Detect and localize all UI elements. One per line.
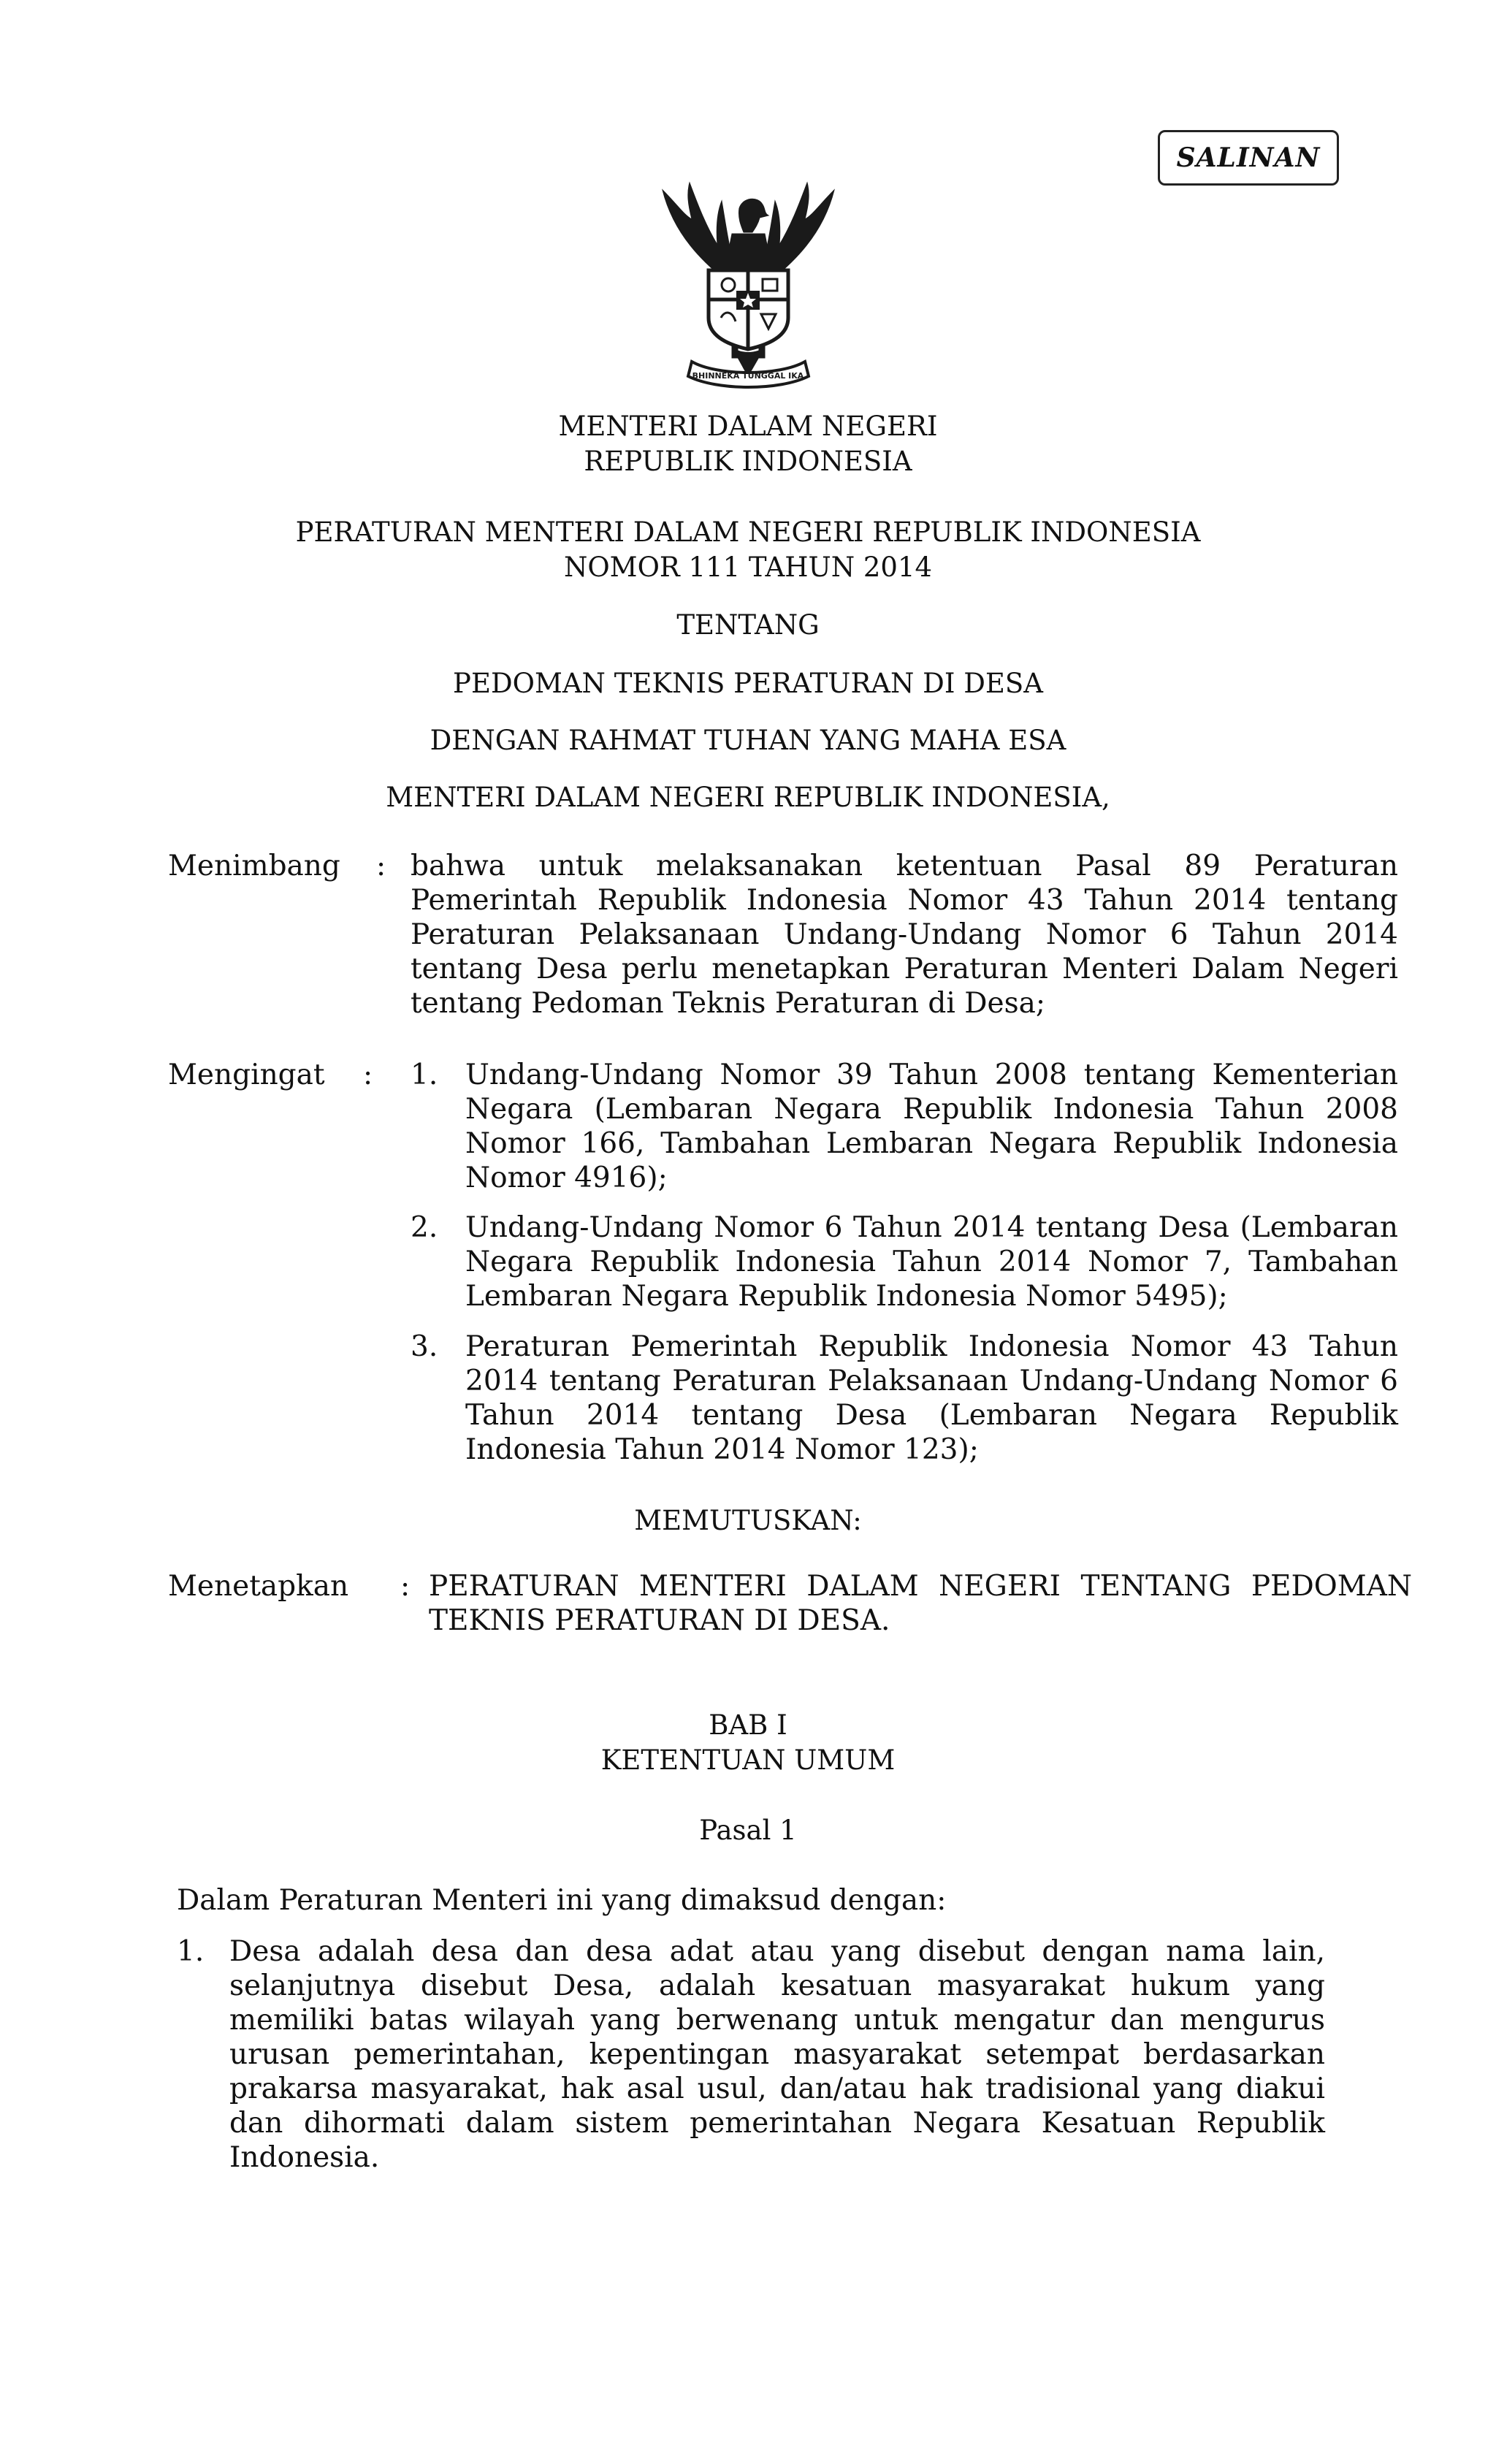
memutuskan-heading: MEMUTUSKAN:	[634, 1505, 862, 1536]
menetapkan-colon: :	[400, 1570, 411, 1603]
chapter-title: KETENTUAN UMUM	[600, 1744, 896, 1776]
mengingat-item-3-number: 3.	[411, 1330, 438, 1363]
salinan-stamp: SALINAN	[1158, 130, 1339, 186]
menetapkan-text: PERATURAN MENTERI DALAM NEGERI TENTANG PEDOMAN TEKNIS PERATURAN DI DESA.	[429, 1570, 1412, 1637]
definition-1-number: 1.	[177, 1935, 205, 1968]
mengingat-colon: :	[363, 1059, 373, 1091]
minister-title-line1: MENTERI DALAM NEGERI	[558, 411, 938, 442]
mengingat-item-3-text: Peraturan Pemerintah Republik Indonesia Nomor 43 Tahun 2014 tentang Peraturan Pelaksanaan Undang-Undang Nomor 6 Tahun 2014 tentang Desa (Lembaran Negara Republik Indonesia Tahun 2014 Nomor 123);	[465, 1330, 1398, 1466]
menimbang-label: Menimbang	[168, 850, 340, 882]
regulation-title: PERATURAN MENTERI DALAM NEGERI REPUBLIK INDONESIA	[295, 516, 1201, 548]
emblem-motto: BHINNEKA TUNGGAL IKA	[692, 371, 804, 381]
menimbang-colon: :	[376, 850, 386, 882]
regulation-subject: PEDOMAN TEKNIS PERATURAN DI DESA	[453, 668, 1043, 699]
minister-title-line2: REPUBLIK INDONESIA	[584, 446, 912, 477]
article-heading: Pasal 1	[699, 1815, 797, 1846]
mengingat-item-1-text: Undang-Undang Nomor 39 Tahun 2008 tentang Kementerian Negara (Lembaran Negara Republik Indonesia Tahun 2008 Nomor 166, Tambahan Lembaran Negara Republik Indonesia Nomor 4916);	[465, 1059, 1398, 1194]
minister-line: MENTERI DALAM NEGERI REPUBLIK INDONESIA,	[386, 782, 1110, 813]
mengingat-label: Mengingat	[168, 1059, 325, 1091]
mengingat-item-1-number: 1.	[411, 1059, 438, 1091]
menimbang-text: bahwa untuk melaksanakan ketentuan Pasal 89 Peraturan Pemerintah Republik Indonesia Nomor 43 Tahun 2014 tentang Peraturan Pelaksanaan Undang-Undang Nomor 6 Tahun 2014 tentang Desa perlu menetapkan Peraturan Menteri Dalam Negeri tentang Pedoman Teknis Peraturan di Desa;	[411, 850, 1398, 1020]
blessing-line: DENGAN RAHMAT TUHAN YANG MAHA ESA	[430, 725, 1066, 756]
garuda-pancasila-emblem-icon	[622, 175, 874, 402]
mengingat-item-2-text: Undang-Undang Nomor 6 Tahun 2014 tentang Desa (Lembaran Negara Republik Indonesia Tahun 2014 Nomor 7, Tambahan Lembaran Negara Republik Indonesia Nomor 5495);	[465, 1211, 1398, 1313]
menetapkan-label: Menetapkan	[168, 1570, 349, 1603]
about-heading: TENTANG	[676, 609, 820, 641]
definition-1-text: Desa adalah desa dan desa adat atau yang disebut dengan nama lain, selanjutnya disebut Desa, adalah kesatuan masyarakat hukum yang memiliki batas wilayah yang berwenang untuk mengatur dan mengurus urusan pemerintahan, kepentingan masyarakat setempat berdasarkan prakarsa masyarakat, hak asal usul, dan/atau hak tradisional yang diakui dan dihormati dalam sistem pemerintahan Negara Kesatuan Republik Indonesia.	[229, 1935, 1325, 2174]
definitions-intro: Dalam Peraturan Menteri ini yang dimaksud dengan:	[177, 1884, 947, 1917]
chapter-number: BAB I	[709, 1709, 787, 1741]
regulation-number: NOMOR 111 TAHUN 2014	[563, 552, 933, 583]
mengingat-item-2-number: 2.	[411, 1211, 438, 1244]
